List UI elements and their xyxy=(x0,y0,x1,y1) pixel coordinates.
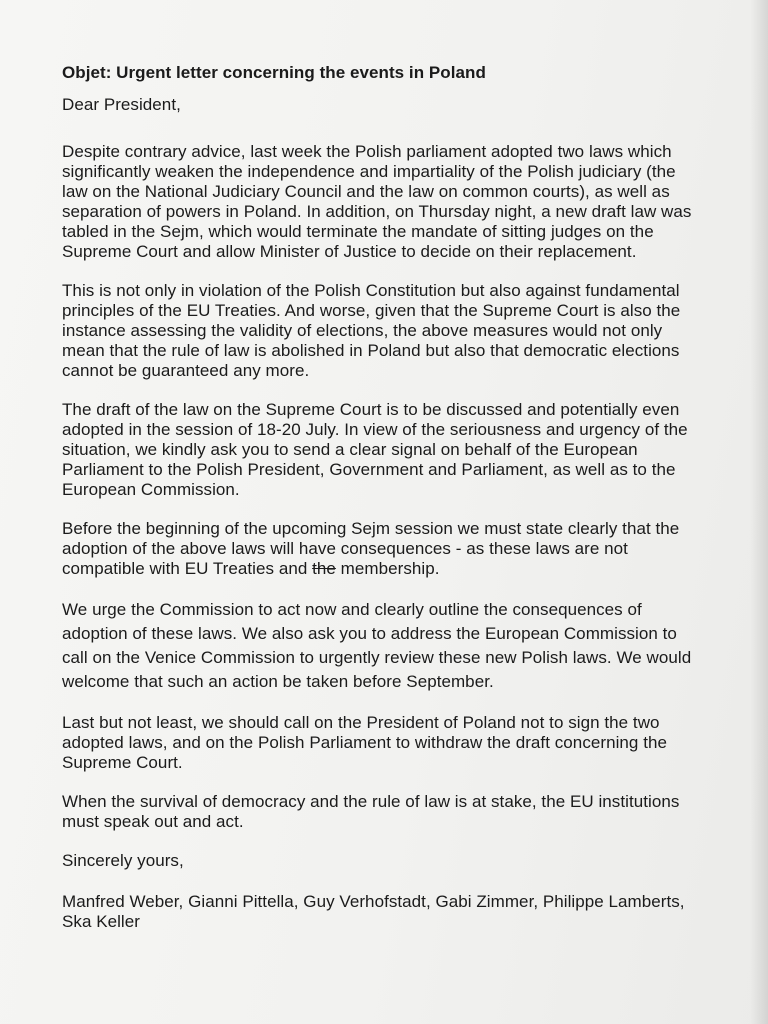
line-text: compatible with EU Treaties and xyxy=(62,559,313,578)
paragraph-3 xyxy=(62,400,742,500)
paragraph-line: adopted in the session of 18-20 July. In view of the seriousness and urgency of the xyxy=(62,420,688,439)
paragraph-line: Supreme Court. xyxy=(62,753,183,772)
paragraph-line: law on the National Judiciary Council and the law on common courts), as well as xyxy=(62,182,670,201)
paragraph-line: significantly weaken the independence and impartiality of the Polish judiciary (the xyxy=(62,162,676,181)
paragraph-line: Supreme Court and allow Minister of Justice to decide on their replacement. xyxy=(62,242,637,261)
paragraph-line: cannot be guaranteed any more. xyxy=(62,361,310,380)
paragraph-line: principles of the EU Treaties. And worse, given that the Supreme Court is also the xyxy=(62,301,681,320)
paragraph-7 xyxy=(62,792,742,832)
letter-body xyxy=(62,63,742,951)
paragraph-2 xyxy=(62,281,742,381)
paragraph-line: must speak out and act. xyxy=(62,812,244,831)
paragraph-line: When the survival of democracy and the rule of law is at stake, the EU institutions xyxy=(62,792,680,811)
signatory-line: Ska Keller xyxy=(62,912,140,931)
paragraph-line: mean that the rule of law is abolished in Poland but also that democratic elections xyxy=(62,341,680,360)
paragraph-line: separation of powers in Poland. In addition, on Thursday night, a new draft law was xyxy=(62,202,692,221)
salutation: Dear President, xyxy=(62,95,181,114)
paragraph-line: situation, we kindly ask you to send a clear signal on behalf of the European xyxy=(62,440,638,459)
struck-word: the xyxy=(312,559,336,578)
paragraph-line: Last but not least, we should call on the President of Poland not to sign the two xyxy=(62,713,660,732)
paragraph-line: adoption of the above laws will have consequences - as these laws are not xyxy=(62,539,628,558)
paragraph-line: instance assessing the validity of elections, the above measures would not only xyxy=(62,321,663,340)
paragraph-line: Before the beginning of the upcoming Sejm session we must state clearly that the xyxy=(62,519,680,538)
paragraph-line: tabled in the Sejm, which would terminate the mandate of sitting judges on the xyxy=(62,222,654,241)
closing: Sincerely yours, xyxy=(62,851,184,870)
signatory-line: Manfred Weber, Gianni Pittella, Guy Verhofstadt, Gabi Zimmer, Philippe Lamberts, xyxy=(62,892,685,911)
subject-line: Objet: Urgent letter concerning the events in Poland xyxy=(62,63,486,82)
paragraph-line: The draft of the law on the Supreme Court is to be discussed and potentially even xyxy=(62,400,680,419)
paragraph-line: adoption of these laws. We also ask you to address the European Commission to xyxy=(62,624,677,643)
line-text: membership. xyxy=(335,559,440,578)
paragraph-5 xyxy=(62,598,742,694)
signatories xyxy=(62,892,742,932)
paragraph-6 xyxy=(62,713,742,773)
paragraph-line: This is not only in violation of the Polish Constitution but also against fundamental xyxy=(62,281,680,300)
paragraph-line: Despite contrary advice, last week the Polish parliament adopted two laws which xyxy=(62,142,672,161)
paragraph-line: European Commission. xyxy=(62,480,240,499)
paragraph-line: Parliament to the Polish President, Government and Parliament, as well as to the xyxy=(62,460,676,479)
paragraph-line: call on the Venice Commission to urgently review these new Polish laws. We would xyxy=(62,648,692,667)
paragraph-1 xyxy=(62,142,742,262)
paragraph-line: adopted laws, and on the Polish Parliament to withdraw the draft concerning the xyxy=(62,733,667,752)
paragraph-line xyxy=(62,559,742,579)
paragraph-line: welcome that such an action be taken before September. xyxy=(62,672,494,691)
paragraph-4 xyxy=(62,519,742,579)
paragraph-line: We urge the Commission to act now and clearly outline the consequences of xyxy=(62,600,642,619)
